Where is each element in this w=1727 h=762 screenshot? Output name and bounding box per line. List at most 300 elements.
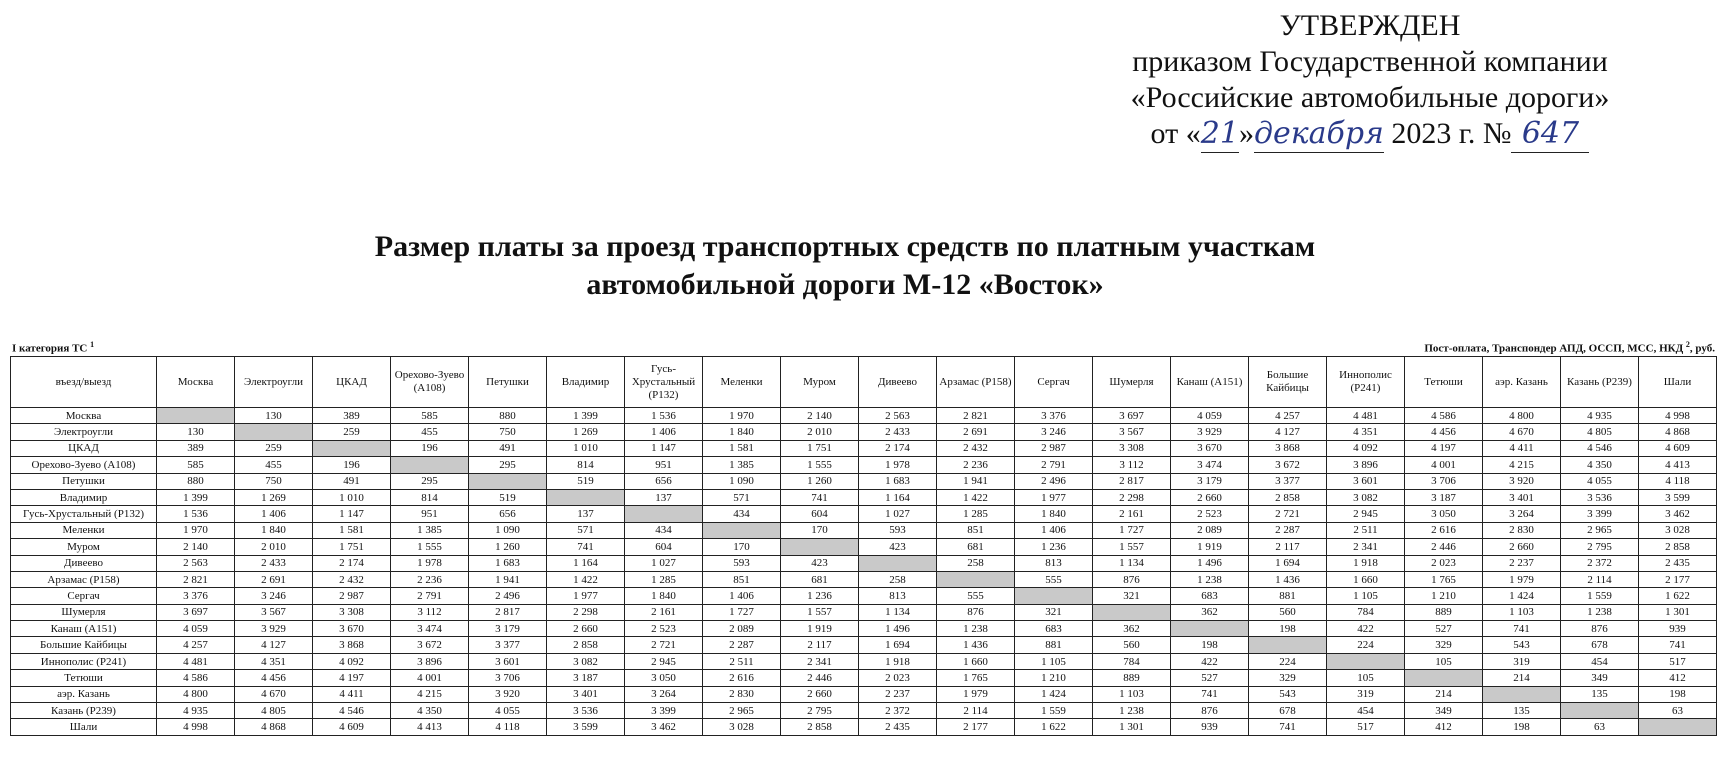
row-label: Большие Кайбицы	[11, 637, 157, 653]
fare-cell: 2 795	[781, 703, 859, 719]
fare-cell: 2 511	[1327, 522, 1405, 538]
diagonal-cell	[1561, 703, 1639, 719]
fare-cell: 4 935	[157, 703, 235, 719]
fare-cell: 939	[1171, 719, 1249, 735]
fare-cell: 2 298	[547, 604, 625, 620]
fare-cell: 585	[391, 408, 469, 424]
fare-cell: 4 351	[1327, 424, 1405, 440]
fare-cell: 3 050	[1405, 506, 1483, 522]
fare-cell: 2 858	[547, 637, 625, 653]
fare-cell: 683	[1171, 588, 1249, 604]
table-row	[11, 686, 1717, 702]
fare-cell: 3 246	[235, 588, 313, 604]
fare-cell: 1 559	[1015, 703, 1093, 719]
payment-method-text: Пост-оплата, Транспондер АПД, ОССП, МСС, НКД	[1424, 342, 1684, 355]
fare-cell: 604	[781, 506, 859, 522]
fare-cell: 2 089	[703, 621, 781, 637]
fare-cell: 4 411	[313, 686, 391, 702]
table-row	[11, 604, 1717, 620]
fare-cell: 3 376	[1015, 408, 1093, 424]
row-label: Муром	[11, 539, 157, 555]
column-header: Арзамас (Р158)	[937, 357, 1015, 408]
fare-cell: 1 027	[625, 555, 703, 571]
diagonal-cell	[1015, 588, 1093, 604]
fare-cell: 2 177	[1639, 571, 1717, 587]
column-header: Гусь-Хрустальный (Р132)	[625, 357, 703, 408]
fare-cell: 3 376	[157, 588, 235, 604]
fare-cell: 4 586	[1405, 408, 1483, 424]
fare-cell: 1 978	[391, 555, 469, 571]
fare-cell: 1 581	[313, 522, 391, 538]
fare-cell: 4 998	[157, 719, 235, 735]
fare-cell: 1 977	[547, 588, 625, 604]
fare-cell: 4 001	[391, 670, 469, 686]
payment-unit: , руб.	[1689, 342, 1715, 355]
fare-cell: 4 055	[1561, 473, 1639, 489]
fare-cell: 3 599	[1639, 489, 1717, 505]
row-label: Гусь-Хрустальный (Р132)	[11, 506, 157, 522]
fare-cell: 1 406	[703, 588, 781, 604]
fare-cell: 1 557	[1093, 539, 1171, 555]
fare-cell: 1 422	[937, 489, 1015, 505]
diagonal-cell	[547, 489, 625, 505]
diagonal-cell	[469, 473, 547, 489]
fare-cell: 784	[1327, 604, 1405, 620]
table-row	[11, 637, 1717, 653]
fare-cell: 571	[703, 489, 781, 505]
fare-cell: 2 010	[781, 424, 859, 440]
fare-cell: 2 830	[1483, 522, 1561, 538]
fare-cell: 543	[1483, 637, 1561, 653]
fare-cell: 1 840	[703, 424, 781, 440]
fare-cell: 2 372	[859, 703, 937, 719]
title-line-1: Размер платы за проезд транспортных средств по платным участкам	[374, 230, 1316, 263]
row-label: Орехово-Зуево (А108)	[11, 457, 157, 473]
fare-cell: 1 436	[937, 637, 1015, 653]
fare-cell: 1 236	[781, 588, 859, 604]
fare-cell: 412	[1639, 670, 1717, 686]
fare-cell: 2 858	[1639, 539, 1717, 555]
fare-cell: 3 536	[547, 703, 625, 719]
fare-cell: 585	[157, 457, 235, 473]
diagonal-cell	[1327, 653, 1405, 669]
fare-cell: 1 164	[547, 555, 625, 571]
fare-cell: 1 027	[859, 506, 937, 522]
fare-cell: 1 090	[469, 522, 547, 538]
fare-cell: 1 751	[781, 440, 859, 456]
fare-cell: 3 670	[313, 621, 391, 637]
fare-cell: 4 546	[1561, 440, 1639, 456]
fare-cell: 4 411	[1483, 440, 1561, 456]
fare-cell: 881	[1015, 637, 1093, 653]
fare-cell: 214	[1405, 686, 1483, 702]
table-row	[11, 588, 1717, 604]
fare-cell: 2 372	[1561, 555, 1639, 571]
fare-cell: 3 112	[1093, 457, 1171, 473]
diagonal-cell	[1483, 686, 1561, 702]
fare-cell: 1 765	[1405, 571, 1483, 587]
fare-cell: 2 691	[235, 571, 313, 587]
fare-cell: 130	[157, 424, 235, 440]
fare-cell: 4 456	[235, 670, 313, 686]
fare-cell: 3 706	[469, 670, 547, 686]
fare-cell: 880	[469, 408, 547, 424]
fare-cell: 2 795	[1561, 539, 1639, 555]
fare-cell: 423	[859, 539, 937, 555]
approval-stamp	[1090, 8, 1650, 153]
fare-cell: 1 979	[937, 686, 1015, 702]
fare-cell: 2 858	[1249, 489, 1327, 505]
fare-cell: 2 660	[547, 621, 625, 637]
fare-cell: 2 945	[1327, 506, 1405, 522]
fare-cell: 422	[1327, 621, 1405, 637]
fare-cell: 196	[391, 440, 469, 456]
fare-cell: 1 694	[859, 637, 937, 653]
row-label: Казань (Р239)	[11, 703, 157, 719]
fare-cell: 1 727	[703, 604, 781, 620]
fare-cell: 814	[547, 457, 625, 473]
column-header: Электроугли	[235, 357, 313, 408]
column-header: Москва	[157, 357, 235, 408]
column-header: Орехово-Зуево (А108)	[391, 357, 469, 408]
fare-cell: 2 341	[781, 653, 859, 669]
fare-cell: 2 660	[1171, 489, 1249, 505]
fare-cell: 1 424	[1483, 588, 1561, 604]
column-header: ЦКАД	[313, 357, 391, 408]
fare-cell: 571	[547, 522, 625, 538]
fare-cell: 3 672	[1249, 457, 1327, 473]
table-header-row	[11, 357, 1717, 408]
fare-cell: 951	[625, 457, 703, 473]
fare-cell: 814	[391, 489, 469, 505]
fare-cell: 1 436	[1249, 571, 1327, 587]
fare-cell: 2 965	[703, 703, 781, 719]
fare-cell: 224	[1249, 653, 1327, 669]
fare-cell: 4 215	[1483, 457, 1561, 473]
diagonal-cell	[1639, 719, 1717, 735]
fare-cell: 1 236	[1015, 539, 1093, 555]
table-row	[11, 506, 1717, 522]
fare-cell: 889	[1093, 670, 1171, 686]
fare-cell: 3 920	[1483, 473, 1561, 489]
fare-cell: 876	[1561, 621, 1639, 637]
fare-cell: 555	[1015, 571, 1093, 587]
fare-cell: 4 257	[157, 637, 235, 653]
fare-cell: 2 817	[469, 604, 547, 620]
fare-cell: 813	[1015, 555, 1093, 571]
fare-cell: 259	[313, 424, 391, 440]
fare-cell: 555	[937, 588, 1015, 604]
fare-cell: 224	[1327, 637, 1405, 653]
fare-cell: 1 581	[703, 440, 781, 456]
fare-cell: 4 215	[391, 686, 469, 702]
fare-cell: 1 406	[1015, 522, 1093, 538]
fare-cell: 2 236	[391, 571, 469, 587]
fare-cell: 1 238	[1093, 703, 1171, 719]
fare-cell: 2 817	[1093, 473, 1171, 489]
fare-cell: 3 308	[313, 604, 391, 620]
fare-cell: 2 496	[1015, 473, 1093, 489]
column-header: Сергач	[1015, 357, 1093, 408]
fare-cell: 851	[937, 522, 1015, 538]
fare-cell: 876	[1171, 703, 1249, 719]
payment-method-footnote: 2	[1685, 340, 1690, 349]
fare-cell: 1 210	[1015, 670, 1093, 686]
fare-cell: 3 599	[547, 719, 625, 735]
fare-cell: 3 187	[1405, 489, 1483, 505]
fare-cell: 412	[1405, 719, 1483, 735]
fare-cell: 1 103	[1093, 686, 1171, 702]
fare-cell: 2 174	[859, 440, 937, 456]
fare-cell: 319	[1327, 686, 1405, 702]
fare-cell: 889	[1405, 604, 1483, 620]
table-row	[11, 653, 1717, 669]
fare-cell: 3 896	[1327, 457, 1405, 473]
fare-cell: 681	[937, 539, 1015, 555]
fare-cell: 741	[1249, 719, 1327, 735]
fare-cell: 3 474	[391, 621, 469, 637]
fare-cell: 2 660	[1483, 539, 1561, 555]
fare-cell: 491	[313, 473, 391, 489]
column-header: Петушки	[469, 357, 547, 408]
fare-cell: 137	[625, 489, 703, 505]
fare-cell: 2 237	[1483, 555, 1561, 571]
fare-cell: 3 670	[1171, 440, 1249, 456]
fare-cell: 1 622	[1639, 588, 1717, 604]
fare-cell: 198	[1483, 719, 1561, 735]
fare-cell: 2 140	[157, 539, 235, 555]
fare-cell: 2 023	[859, 670, 937, 686]
fare-cell: 1 238	[1561, 604, 1639, 620]
column-header: Казань (Р239)	[1561, 357, 1639, 408]
fare-cell: 2 563	[859, 408, 937, 424]
fare-cell: 4 546	[313, 703, 391, 719]
fare-cell: 3 697	[157, 604, 235, 620]
fare-cell: 851	[703, 571, 781, 587]
fare-cell: 527	[1405, 621, 1483, 637]
fare-cell: 1 683	[859, 473, 937, 489]
fare-cell: 4 197	[1405, 440, 1483, 456]
column-header: Тетюши	[1405, 357, 1483, 408]
approval-date-line	[1090, 116, 1650, 153]
fare-cell: 2 433	[859, 424, 937, 440]
fare-cell: 3 536	[1561, 489, 1639, 505]
fare-cell: 4 055	[469, 703, 547, 719]
fare-cell: 678	[1561, 637, 1639, 653]
diagonal-cell	[937, 571, 1015, 587]
fare-cell: 3 308	[1093, 440, 1171, 456]
fare-cell: 135	[1561, 686, 1639, 702]
fare-cell: 2 660	[781, 686, 859, 702]
fare-cell: 517	[1327, 719, 1405, 735]
fare-cell: 1 147	[625, 440, 703, 456]
diagonal-cell	[235, 424, 313, 440]
fare-cell: 4 670	[235, 686, 313, 702]
fare-cell: 198	[1171, 637, 1249, 653]
fare-cell: 3 868	[1249, 440, 1327, 456]
fare-cell: 3 896	[391, 653, 469, 669]
fare-cell: 422	[1171, 653, 1249, 669]
fare-cell: 4 257	[1249, 408, 1327, 424]
fare-cell: 2 023	[1405, 555, 1483, 571]
fare-cell: 295	[391, 473, 469, 489]
fare-cell: 876	[937, 604, 1015, 620]
table-row	[11, 473, 1717, 489]
fare-cell: 1 010	[313, 489, 391, 505]
vehicle-category	[12, 340, 94, 355]
row-label: Электроугли	[11, 424, 157, 440]
fare-cell: 3 706	[1405, 473, 1483, 489]
fare-cell: 3 050	[625, 670, 703, 686]
fare-cell: 3 082	[1327, 489, 1405, 505]
fare-cell: 2 177	[937, 719, 1015, 735]
fare-cell: 519	[469, 489, 547, 505]
tariff-table	[10, 356, 1717, 736]
vehicle-category-text: I категория ТС	[12, 342, 88, 355]
fare-cell: 1 424	[1015, 686, 1093, 702]
fare-cell: 527	[1171, 670, 1249, 686]
fare-cell: 1 840	[235, 522, 313, 538]
fare-cell: 1 301	[1639, 604, 1717, 620]
fare-cell: 4 001	[1405, 457, 1483, 473]
fare-cell: 3 399	[625, 703, 703, 719]
fare-cell: 4 670	[1483, 424, 1561, 440]
fare-cell: 1 970	[157, 522, 235, 538]
corner-header: въезд/выезд	[11, 357, 157, 408]
fare-cell: 2 432	[313, 571, 391, 587]
fare-cell: 1 385	[391, 522, 469, 538]
table-row	[11, 489, 1717, 505]
fare-cell: 1 660	[937, 653, 1015, 669]
fare-cell: 1 840	[625, 588, 703, 604]
fare-cell: 1 260	[469, 539, 547, 555]
column-header: Канаш (А151)	[1171, 357, 1249, 408]
payment-method	[1424, 340, 1715, 355]
fare-cell: 454	[1327, 703, 1405, 719]
row-label: Тетюши	[11, 670, 157, 686]
fare-cell: 2 858	[781, 719, 859, 735]
fare-cell: 3 929	[235, 621, 313, 637]
fare-cell: 2 114	[1561, 571, 1639, 587]
fare-cell: 1 559	[1561, 588, 1639, 604]
fare-cell: 1 134	[1093, 555, 1171, 571]
fare-cell: 741	[781, 489, 859, 505]
fare-cell: 1 164	[859, 489, 937, 505]
fare-cell: 4 481	[1327, 408, 1405, 424]
fare-cell: 2 721	[1249, 506, 1327, 522]
fare-cell: 170	[703, 539, 781, 555]
fare-cell: 1 105	[1327, 588, 1405, 604]
fare-cell: 2 616	[703, 670, 781, 686]
fare-cell: 2 791	[1015, 457, 1093, 473]
fare-cell: 4 118	[1639, 473, 1717, 489]
fare-cell: 750	[469, 424, 547, 440]
table-row	[11, 621, 1717, 637]
diagonal-cell	[1249, 637, 1327, 653]
fare-cell: 3 920	[469, 686, 547, 702]
fare-cell: 1 269	[235, 489, 313, 505]
fare-cell: 2 511	[703, 653, 781, 669]
fare-cell: 2 945	[625, 653, 703, 669]
fare-cell: 135	[1483, 703, 1561, 719]
fare-cell: 3 462	[625, 719, 703, 735]
fare-cell: 3 377	[1249, 473, 1327, 489]
fare-cell: 1 406	[235, 506, 313, 522]
fare-cell: 454	[1561, 653, 1639, 669]
fare-cell: 4 092	[313, 653, 391, 669]
fare-cell: 4 998	[1639, 408, 1717, 424]
diagonal-cell	[1171, 621, 1249, 637]
fare-cell: 1 103	[1483, 604, 1561, 620]
fare-cell: 63	[1561, 719, 1639, 735]
row-label: Владимир	[11, 489, 157, 505]
fare-cell: 3 401	[1483, 489, 1561, 505]
fare-cell: 2 987	[313, 588, 391, 604]
fare-cell: 1 918	[1327, 555, 1405, 571]
fare-cell: 1 536	[625, 408, 703, 424]
fare-cell: 4 800	[157, 686, 235, 702]
fare-cell: 3 246	[1015, 424, 1093, 440]
fare-cell: 389	[313, 408, 391, 424]
fare-cell: 434	[703, 506, 781, 522]
fare-cell: 3 179	[1171, 473, 1249, 489]
fare-cell: 321	[1015, 604, 1093, 620]
fare-cell: 3 401	[547, 686, 625, 702]
fare-cell: 1 260	[781, 473, 859, 489]
fare-cell: 2 563	[157, 555, 235, 571]
fare-cell: 130	[235, 408, 313, 424]
table-row	[11, 539, 1717, 555]
fare-cell: 329	[1405, 637, 1483, 653]
fare-cell: 1 555	[391, 539, 469, 555]
diagonal-cell	[781, 539, 859, 555]
fare-cell: 543	[1249, 686, 1327, 702]
fare-cell: 2 821	[157, 571, 235, 587]
fare-cell: 2 830	[703, 686, 781, 702]
fare-cell: 656	[625, 473, 703, 489]
fare-cell: 2 161	[1093, 506, 1171, 522]
fare-cell: 1 010	[547, 440, 625, 456]
approval-company-line: «Российские автомобильные дороги»	[1130, 81, 1610, 114]
fare-cell: 876	[1093, 571, 1171, 587]
fare-cell: 423	[781, 555, 859, 571]
fare-cell: 2 161	[625, 604, 703, 620]
fare-cell: 4 586	[157, 670, 235, 686]
row-label: Шумерля	[11, 604, 157, 620]
diagonal-cell	[313, 440, 391, 456]
fare-cell: 560	[1249, 604, 1327, 620]
fare-cell: 319	[1483, 653, 1561, 669]
fare-cell: 214	[1483, 670, 1561, 686]
fare-cell: 4 609	[1639, 440, 1717, 456]
approval-month: декабря	[1253, 116, 1384, 151]
fare-cell: 4 413	[1639, 457, 1717, 473]
diagonal-cell	[1093, 604, 1171, 620]
fare-cell: 321	[1093, 588, 1171, 604]
fare-cell: 1 622	[1015, 719, 1093, 735]
fare-cell: 3 567	[1093, 424, 1171, 440]
fare-cell: 560	[1093, 637, 1171, 653]
fare-cell: 295	[469, 457, 547, 473]
fare-cell: 4 800	[1483, 408, 1561, 424]
diagonal-cell	[391, 457, 469, 473]
fare-cell: 3 112	[391, 604, 469, 620]
fare-cell: 1 941	[469, 571, 547, 587]
fare-cell: 2 496	[469, 588, 547, 604]
table-row	[11, 408, 1717, 424]
diagonal-cell	[625, 506, 703, 522]
row-label: аэр. Казань	[11, 686, 157, 702]
